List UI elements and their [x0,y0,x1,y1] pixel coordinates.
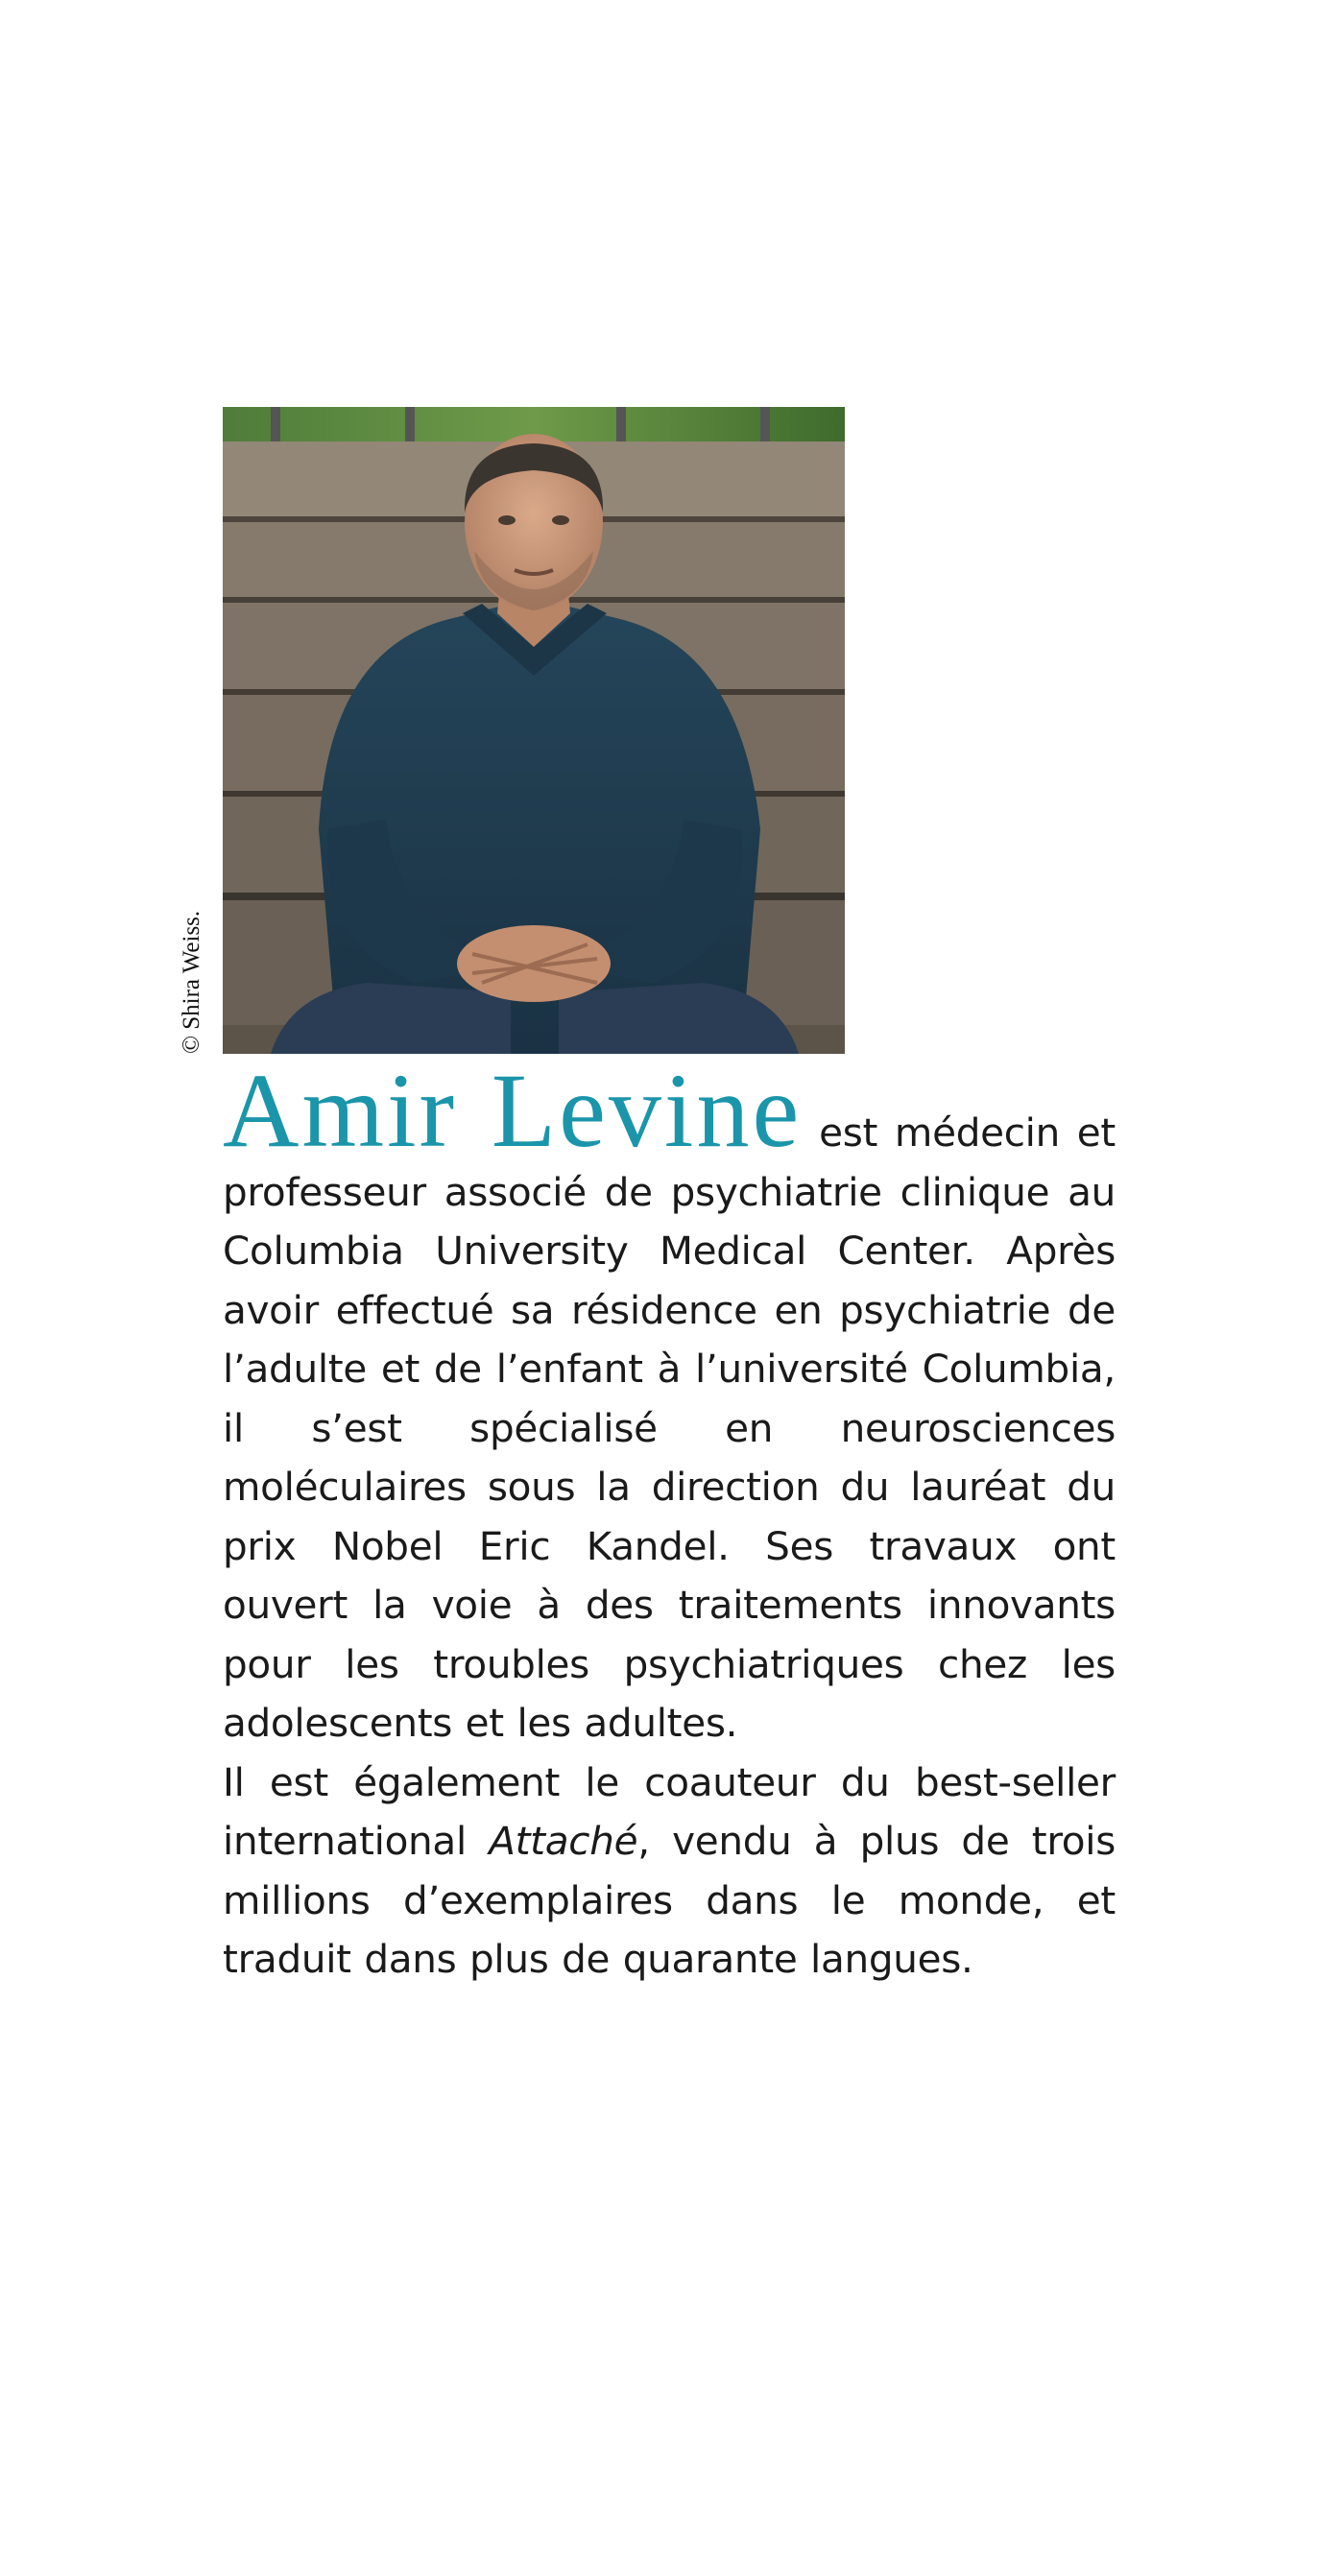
book-title: Attaché [489,1818,638,1864]
author-name: Amir Levine [223,1052,803,1169]
bio-paragraph-2 [223,1753,1116,1990]
bio-paragraph-1-text: est médecin et professeur associé de psychiatrie clinique au Columbia University Medical Center. Après avoir effectué sa résidence en psychiatrie de l’adulte et de l’enfant à l’université Columbia, il s’est spécialisé en neurosciences moléculaires sous la direction du lauréat du prix Nobel Eric Kandel. Ses travaux ont ouvert la voie à des traitements innovants pour les troubles psychiatriques chez les adolescents et les adultes. [223,1109,1116,1746]
bio-paragraph-1 [223,1052,1116,1753]
photo-credit: © Shira Weiss. [179,910,204,1054]
bio-paragraph-2-after: , vendu à plus de trois millions d’exemplaires dans le monde, et traduit dans plus de quarante langues. [223,1818,1116,1982]
bio-paragraph-2-before: Il est également le coauteur du best-seller international [223,1758,1116,1864]
author-bio [223,1052,1116,1990]
author-photo [223,407,845,1054]
author-portrait-image [223,407,845,1054]
